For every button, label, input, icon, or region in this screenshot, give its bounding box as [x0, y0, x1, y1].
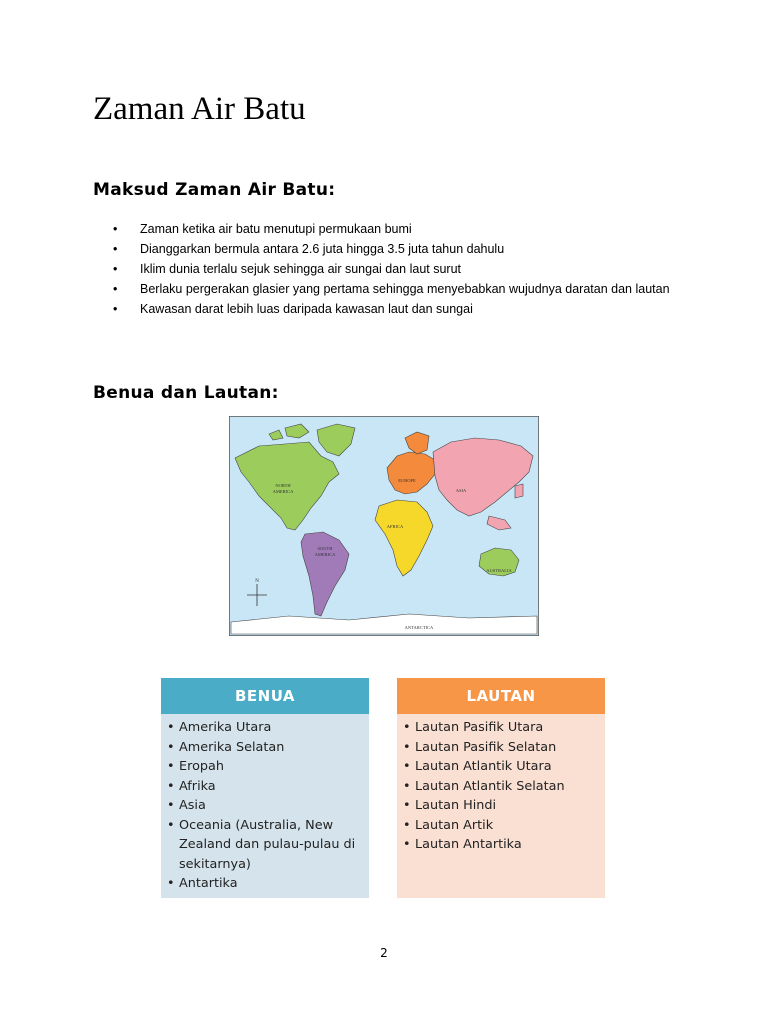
list-item: • Oceania (Australia, New Zealand dan pulau-pulau di sekitarnya): [167, 817, 356, 872]
label-north-america-1: NORTH: [275, 483, 291, 488]
list-item-text: Zaman ketika air batu menutupi permukaan bumi: [140, 222, 412, 236]
lautan-header: LAUTAN: [397, 678, 605, 714]
compass-north-label: N: [255, 579, 259, 584]
list-item-text: Kawasan darat lebih luas daripada kawasan laut dan sungai: [140, 302, 473, 316]
list-item: • Lautan Atlantik Selatan: [403, 778, 565, 794]
list-item-text: Eropah: [179, 759, 224, 774]
lautan-body: [397, 714, 605, 898]
list-item: • Iklim dunia terlalu sejuk sehingga air sungai dan laut surut: [113, 262, 462, 276]
page-number: 2: [380, 946, 388, 960]
list-item: • Antartika: [167, 876, 238, 891]
label-africa: AFRICA: [386, 524, 404, 529]
lautan-box: [397, 678, 605, 898]
label-australia: AUSTRALIA: [486, 568, 512, 573]
list-item-text: Lautan Artik: [415, 817, 494, 833]
list-item-text: Lautan Pasifik Utara: [415, 720, 544, 735]
label-antarctica: ANTARCTICA: [404, 625, 434, 630]
section-heading-benua-lautan: Benua dan Lautan:: [93, 383, 279, 403]
list-item: • Lautan Atlantik Utara: [403, 759, 552, 774]
list-item-text: Berlaku pergerakan glasier yang pertama sehingga menyebabkan wujudnya daratan dan lautan: [140, 282, 670, 296]
list-item: • Lautan Pasifik Utara: [403, 720, 544, 735]
benua-box: [161, 678, 369, 898]
list-item: • Amerika Selatan: [167, 739, 285, 755]
label-south-america-1: SOUTH: [317, 546, 333, 551]
list-item: • Kawasan darat lebih luas daripada kawasan laut dan sungai: [113, 302, 473, 316]
list-item: • Eropah: [167, 759, 224, 774]
benua-header: BENUA: [161, 678, 369, 714]
list-item-text: Lautan Pasifik Selatan: [415, 739, 557, 755]
lautan-list: [403, 718, 599, 855]
list-item-text: Asia: [179, 798, 206, 813]
list-item-text: Iklim dunia terlalu sejuk sehingga air sungai dan laut surut: [140, 262, 462, 276]
benua-list: [167, 718, 363, 894]
list-item: • Zaman ketika air batu menutupi permukaan bumi: [113, 222, 412, 236]
list-item-text: Lautan Antartika: [415, 837, 522, 852]
page-title: Zaman Air Batu: [93, 91, 306, 127]
list-item: • Lautan Antartika: [403, 837, 522, 852]
section-heading-maksud: Maksud Zaman Air Batu:: [93, 180, 336, 200]
list-item: • Amerika Utara: [167, 720, 272, 735]
list-item: • Afrika: [167, 778, 216, 794]
list-item-text: Lautan Atlantik Selatan: [415, 778, 565, 794]
label-asia: ASIA: [455, 488, 467, 493]
list-item: • Lautan Hindi: [403, 798, 497, 813]
list-item: • Lautan Pasifik Selatan: [403, 739, 557, 755]
world-map: [229, 416, 539, 636]
definition-list: [112, 220, 692, 320]
list-item: • Dianggarkan bermula antara 2.6 juta hingga 3.5 juta tahun dahulu: [113, 242, 505, 256]
list-item-text: Afrika: [179, 778, 216, 794]
list-item-text: Amerika Selatan: [179, 739, 285, 755]
label-north-america-2: AMERICA: [272, 489, 294, 494]
list-item-text: Dianggarkan bermula antara 2.6 juta hingga 3.5 juta tahun dahulu: [140, 242, 505, 256]
label-europe: EUROPE: [398, 478, 416, 483]
label-south-america-2: AMERICA: [314, 552, 336, 557]
list-item-text: Lautan Atlantik Utara: [415, 759, 552, 774]
list-item-text: Oceania (Australia, New Zealand dan pulau-pulau di sekitarnya): [179, 817, 356, 872]
list-item: • Berlaku pergerakan glasier yang pertama sehingga menyebabkan wujudnya daratan dan lautan: [113, 282, 670, 296]
list-item-text: Antartika: [179, 876, 238, 891]
list-item: • Asia: [167, 798, 206, 813]
list-item-text: Lautan Hindi: [415, 798, 497, 813]
list-item-text: Amerika Utara: [179, 720, 272, 735]
list-item: • Lautan Artik: [403, 817, 494, 833]
benua-body: [161, 714, 369, 898]
